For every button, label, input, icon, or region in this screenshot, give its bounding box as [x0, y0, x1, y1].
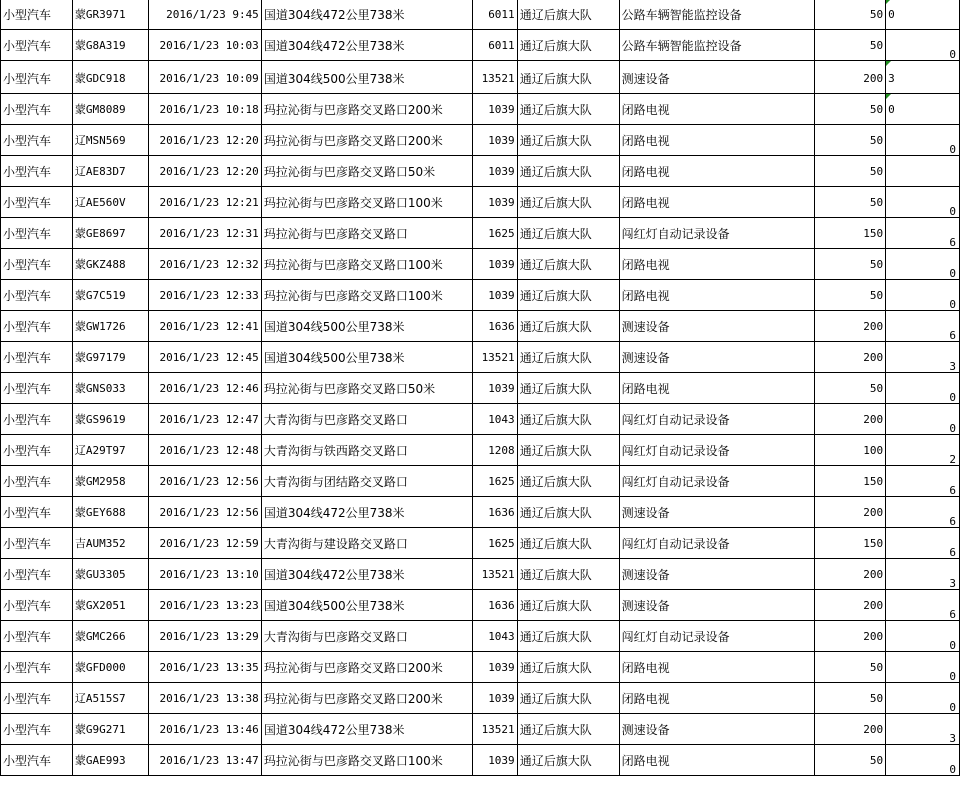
cell-comment-indicator-icon — [886, 61, 891, 66]
cell-vehicle-type[interactable]: 小型汽车 — [1, 311, 73, 342]
cell-time[interactable]: 2016/1/23 12:20 — [148, 125, 261, 156]
cell-location[interactable]: 国道304线472公里738米 — [261, 497, 472, 528]
points-value: 0 — [949, 763, 956, 776]
cell-plate-number[interactable]: 蒙GM8089 — [72, 94, 148, 125]
cell-fine[interactable]: 50 — [815, 652, 886, 683]
cell-plate-number[interactable]: 蒙G8A319 — [72, 30, 148, 61]
cell-time[interactable]: 2016/1/23 12:32 — [148, 249, 261, 280]
cell-location[interactable]: 玛拉沁街与巴彦路交叉路口100米 — [261, 280, 472, 311]
points-value: 0 — [949, 391, 956, 404]
table-row[interactable] — [1, 156, 960, 187]
cell-fine[interactable]: 100 — [815, 435, 886, 466]
table-row[interactable] — [1, 497, 960, 528]
table-row[interactable] — [1, 187, 960, 218]
cell-unit[interactable]: 通辽后旗大队 — [517, 61, 619, 94]
cell-location[interactable]: 玛拉沁街与巴彦路交叉路口50米 — [261, 156, 472, 187]
cell-code[interactable]: 1039 — [472, 156, 517, 187]
cell-code[interactable]: 13521 — [472, 61, 517, 94]
cell-plate-number[interactable]: 辽AE83D7 — [72, 156, 148, 187]
cell-fine[interactable]: 200 — [815, 714, 886, 745]
cell-location[interactable]: 玛拉沁街与巴彦路交叉路口100米 — [261, 187, 472, 218]
cell-unit[interactable]: 通辽后旗大队 — [517, 249, 619, 280]
cell-location[interactable]: 国道304线472公里738米 — [261, 559, 472, 590]
cell-unit[interactable]: 通辽后旗大队 — [517, 125, 619, 156]
table-row[interactable] — [1, 528, 960, 559]
cell-time[interactable]: 2016/1/23 13:29 — [148, 621, 261, 652]
cell-vehicle-type[interactable]: 小型汽车 — [1, 590, 73, 621]
cell-device[interactable]: 闭路电视 — [619, 280, 815, 311]
cell-location[interactable]: 玛拉沁街与巴彦路交叉路口200米 — [261, 125, 472, 156]
cell-fine[interactable]: 50 — [815, 683, 886, 714]
cell-vehicle-type[interactable]: 小型汽车 — [1, 61, 73, 94]
cell-location[interactable]: 玛拉沁街与巴彦路交叉路口50米 — [261, 373, 472, 404]
cell-points[interactable] — [886, 590, 960, 621]
cell-points[interactable] — [886, 156, 960, 187]
cell-unit[interactable]: 通辽后旗大队 — [517, 311, 619, 342]
cell-time[interactable]: 2016/1/23 12:21 — [148, 187, 261, 218]
cell-plate-number[interactable]: 蒙GX2051 — [72, 590, 148, 621]
cell-plate-number[interactable]: 蒙G9G271 — [72, 714, 148, 745]
cell-device[interactable]: 闯红灯自动记录设备 — [619, 528, 815, 559]
cell-comment-indicator-icon — [886, 0, 891, 4]
cell-time[interactable]: 2016/1/23 13:47 — [148, 745, 261, 776]
cell-device[interactable]: 闭路电视 — [619, 94, 815, 125]
cell-points[interactable] — [886, 466, 960, 497]
points-value: 0 — [949, 143, 956, 156]
cell-time[interactable]: 2016/1/23 12:47 — [148, 404, 261, 435]
cell-fine[interactable]: 200 — [815, 621, 886, 652]
cell-time[interactable]: 2016/1/23 12:56 — [148, 497, 261, 528]
cell-location[interactable]: 国道304线500公里738米 — [261, 311, 472, 342]
cell-unit[interactable]: 通辽后旗大队 — [517, 0, 619, 30]
cell-unit[interactable]: 通辽后旗大队 — [517, 590, 619, 621]
cell-unit[interactable]: 通辽后旗大队 — [517, 497, 619, 528]
cell-time[interactable]: 2016/1/23 10:18 — [148, 94, 261, 125]
cell-unit[interactable]: 通辽后旗大队 — [517, 342, 619, 373]
cell-code[interactable]: 1043 — [472, 621, 517, 652]
cell-fine[interactable]: 50 — [815, 280, 886, 311]
cell-code[interactable]: 1039 — [472, 94, 517, 125]
table-row[interactable] — [1, 0, 960, 30]
cell-fine[interactable]: 200 — [815, 590, 886, 621]
cell-code[interactable]: 1039 — [472, 745, 517, 776]
cell-location[interactable]: 国道304线500公里738米 — [261, 342, 472, 373]
cell-fine[interactable]: 50 — [815, 156, 886, 187]
cell-fine[interactable]: 150 — [815, 466, 886, 497]
cell-vehicle-type[interactable]: 小型汽车 — [1, 156, 73, 187]
cell-fine[interactable]: 200 — [815, 311, 886, 342]
cell-device[interactable]: 测速设备 — [619, 590, 815, 621]
cell-fine[interactable]: 200 — [815, 559, 886, 590]
table-row[interactable] — [1, 559, 960, 590]
table-row[interactable] — [1, 30, 960, 61]
cell-points[interactable] — [886, 497, 960, 528]
table-row[interactable] — [1, 435, 960, 466]
cell-unit[interactable]: 通辽后旗大队 — [517, 280, 619, 311]
cell-location[interactable]: 玛拉沁街与巴彦路交叉路口100米 — [261, 249, 472, 280]
cell-location[interactable]: 国道304线500公里738米 — [261, 61, 472, 94]
cell-time[interactable]: 2016/1/23 12:56 — [148, 466, 261, 497]
table-row[interactable] — [1, 342, 960, 373]
cell-vehicle-type[interactable]: 小型汽车 — [1, 373, 73, 404]
cell-unit[interactable]: 通辽后旗大队 — [517, 652, 619, 683]
cell-points[interactable] — [886, 373, 960, 404]
cell-unit[interactable]: 通辽后旗大队 — [517, 373, 619, 404]
cell-vehicle-type[interactable]: 小型汽车 — [1, 435, 73, 466]
table-row[interactable] — [1, 404, 960, 435]
cell-vehicle-type[interactable]: 小型汽车 — [1, 528, 73, 559]
cell-plate-number[interactable]: 蒙GS9619 — [72, 404, 148, 435]
cell-location[interactable]: 玛拉沁街与巴彦路交叉路口200米 — [261, 652, 472, 683]
cell-points[interactable] — [886, 342, 960, 373]
cell-device[interactable]: 测速设备 — [619, 559, 815, 590]
cell-unit[interactable]: 通辽后旗大队 — [517, 528, 619, 559]
cell-vehicle-type[interactable]: 小型汽车 — [1, 559, 73, 590]
cell-points[interactable] — [886, 30, 960, 61]
cell-time[interactable]: 2016/1/23 12:31 — [148, 218, 261, 249]
cell-vehicle-type[interactable]: 小型汽车 — [1, 404, 73, 435]
table-row[interactable] — [1, 683, 960, 714]
cell-code[interactable]: 1039 — [472, 373, 517, 404]
cell-location[interactable]: 大青沟街与建设路交叉路口 — [261, 528, 472, 559]
cell-time[interactable]: 2016/1/23 12:20 — [148, 156, 261, 187]
cell-points[interactable] — [886, 621, 960, 652]
cell-vehicle-type[interactable]: 小型汽车 — [1, 683, 73, 714]
table-row[interactable] — [1, 280, 960, 311]
cell-comment-indicator-icon — [886, 94, 891, 99]
cell-vehicle-type[interactable]: 小型汽车 — [1, 714, 73, 745]
cell-plate-number[interactable]: 蒙GEY688 — [72, 497, 148, 528]
cell-points[interactable] — [886, 404, 960, 435]
cell-time[interactable]: 2016/1/23 13:10 — [148, 559, 261, 590]
points-value: 0 — [949, 205, 956, 218]
cell-location[interactable]: 玛拉沁街与巴彦路交叉路口200米 — [261, 683, 472, 714]
cell-plate-number[interactable]: 蒙GM2958 — [72, 466, 148, 497]
cell-code[interactable]: 1625 — [472, 466, 517, 497]
cell-fine[interactable]: 50 — [815, 0, 886, 30]
cell-plate-number[interactable]: 蒙GNS033 — [72, 373, 148, 404]
cell-fine[interactable]: 150 — [815, 528, 886, 559]
cell-vehicle-type[interactable]: 小型汽车 — [1, 745, 73, 776]
cell-location[interactable]: 玛拉沁街与巴彦路交叉路口 — [261, 218, 472, 249]
points-value: 0 — [949, 48, 956, 61]
cell-device[interactable]: 闯红灯自动记录设备 — [619, 621, 815, 652]
cell-fine[interactable]: 50 — [815, 373, 886, 404]
table-row[interactable] — [1, 652, 960, 683]
cell-code[interactable]: 6011 — [472, 0, 517, 30]
cell-code[interactable]: 1636 — [472, 311, 517, 342]
cell-time[interactable]: 2016/1/23 13:35 — [148, 652, 261, 683]
cell-location[interactable]: 国道304线472公里738米 — [261, 30, 472, 61]
cell-plate-number[interactable]: 蒙GAE993 — [72, 745, 148, 776]
points-value: 6 — [949, 329, 956, 342]
cell-vehicle-type[interactable]: 小型汽车 — [1, 652, 73, 683]
cell-plate-number[interactable]: 蒙GKZ488 — [72, 249, 148, 280]
cell-plate-number[interactable]: 辽A29T97 — [72, 435, 148, 466]
points-value: 0 — [888, 103, 895, 116]
cell-points[interactable] — [886, 559, 960, 590]
cell-time[interactable]: 2016/1/23 12:46 — [148, 373, 261, 404]
cell-location[interactable]: 玛拉沁街与巴彦路交叉路口200米 — [261, 94, 472, 125]
cell-fine[interactable]: 50 — [815, 249, 886, 280]
cell-time[interactable]: 2016/1/23 13:46 — [148, 714, 261, 745]
cell-fine[interactable]: 50 — [815, 125, 886, 156]
cell-time[interactable]: 2016/1/23 12:59 — [148, 528, 261, 559]
cell-unit[interactable]: 通辽后旗大队 — [517, 404, 619, 435]
cell-plate-number[interactable]: 辽A515S7 — [72, 683, 148, 714]
cell-location[interactable]: 大青沟街与巴彦路交叉路口 — [261, 404, 472, 435]
cell-time[interactable]: 2016/1/23 12:48 — [148, 435, 261, 466]
points-value: 3 — [949, 577, 956, 590]
cell-location[interactable]: 国道304线472公里738米 — [261, 714, 472, 745]
cell-device[interactable]: 测速设备 — [619, 311, 815, 342]
cell-location[interactable]: 大青沟街与团结路交叉路口 — [261, 466, 472, 497]
table-row[interactable] — [1, 94, 960, 125]
cell-points[interactable] — [886, 94, 960, 125]
cell-fine[interactable]: 200 — [815, 61, 886, 94]
cell-device[interactable]: 闭路电视 — [619, 373, 815, 404]
cell-vehicle-type[interactable]: 小型汽车 — [1, 466, 73, 497]
cell-code[interactable]: 1625 — [472, 528, 517, 559]
cell-unit[interactable]: 通辽后旗大队 — [517, 156, 619, 187]
cell-device[interactable]: 闭路电视 — [619, 249, 815, 280]
cell-unit[interactable]: 通辽后旗大队 — [517, 187, 619, 218]
cell-points[interactable] — [886, 311, 960, 342]
cell-time[interactable]: 2016/1/23 13:23 — [148, 590, 261, 621]
cell-points[interactable] — [886, 528, 960, 559]
cell-fine[interactable]: 50 — [815, 745, 886, 776]
cell-unit[interactable]: 通辽后旗大队 — [517, 30, 619, 61]
cell-vehicle-type[interactable]: 小型汽车 — [1, 94, 73, 125]
cell-points[interactable] — [886, 714, 960, 745]
points-value: 3 — [949, 732, 956, 745]
table-row[interactable] — [1, 125, 960, 156]
cell-fine[interactable]: 50 — [815, 30, 886, 61]
cell-plate-number[interactable]: 蒙GW1726 — [72, 311, 148, 342]
points-value: 0 — [949, 267, 956, 280]
points-value: 3 — [949, 360, 956, 373]
cell-unit[interactable]: 通辽后旗大队 — [517, 621, 619, 652]
cell-code[interactable]: 1039 — [472, 249, 517, 280]
cell-fine[interactable]: 150 — [815, 218, 886, 249]
cell-vehicle-type[interactable]: 小型汽车 — [1, 187, 73, 218]
cell-code[interactable]: 1039 — [472, 652, 517, 683]
cell-time[interactable]: 2016/1/23 12:41 — [148, 311, 261, 342]
cell-vehicle-type[interactable]: 小型汽车 — [1, 497, 73, 528]
cell-time[interactable]: 2016/1/23 12:45 — [148, 342, 261, 373]
cell-time[interactable]: 2016/1/23 10:03 — [148, 30, 261, 61]
cell-points[interactable] — [886, 187, 960, 218]
cell-unit[interactable]: 通辽后旗大队 — [517, 683, 619, 714]
cell-code[interactable]: 1625 — [472, 218, 517, 249]
table-row[interactable] — [1, 590, 960, 621]
points-value: 0 — [949, 422, 956, 435]
cell-unit[interactable]: 通辽后旗大队 — [517, 466, 619, 497]
points-value: 3 — [888, 72, 895, 85]
points-value: 2 — [949, 453, 956, 466]
cell-unit[interactable]: 通辽后旗大队 — [517, 218, 619, 249]
cell-device[interactable]: 闯红灯自动记录设备 — [619, 404, 815, 435]
points-value: 6 — [949, 608, 956, 621]
cell-unit[interactable]: 通辽后旗大队 — [517, 714, 619, 745]
table-row[interactable] — [1, 61, 960, 94]
cell-fine[interactable]: 50 — [815, 187, 886, 218]
cell-points[interactable] — [886, 0, 960, 30]
cell-plate-number[interactable]: 蒙GR3971 — [72, 0, 148, 30]
cell-fine[interactable]: 200 — [815, 404, 886, 435]
cell-device[interactable]: 闭路电视 — [619, 187, 815, 218]
cell-code[interactable]: 13521 — [472, 559, 517, 590]
cell-plate-number[interactable]: 蒙GU3305 — [72, 559, 148, 590]
cell-device[interactable]: 闭路电视 — [619, 125, 815, 156]
points-value: 0 — [949, 701, 956, 714]
cell-device[interactable]: 闭路电视 — [619, 652, 815, 683]
points-value: 6 — [949, 484, 956, 497]
cell-device[interactable]: 闯红灯自动记录设备 — [619, 435, 815, 466]
cell-plate-number[interactable]: 蒙G97179 — [72, 342, 148, 373]
cell-vehicle-type[interactable]: 小型汽车 — [1, 218, 73, 249]
cell-vehicle-type[interactable]: 小型汽车 — [1, 249, 73, 280]
table-row[interactable] — [1, 249, 960, 280]
cell-code[interactable]: 6011 — [472, 30, 517, 61]
points-value: 6 — [949, 546, 956, 559]
cell-device[interactable]: 公路车辆智能监控设备 — [619, 0, 815, 30]
table-row[interactable] — [1, 218, 960, 249]
cell-vehicle-type[interactable]: 小型汽车 — [1, 280, 73, 311]
cell-plate-number[interactable]: 蒙G7C519 — [72, 280, 148, 311]
cell-vehicle-type[interactable]: 小型汽车 — [1, 621, 73, 652]
table-row[interactable] — [1, 745, 960, 776]
cell-unit[interactable]: 通辽后旗大队 — [517, 745, 619, 776]
points-value: 0 — [949, 298, 956, 311]
cell-vehicle-type[interactable]: 小型汽车 — [1, 125, 73, 156]
cell-code[interactable]: 1039 — [472, 125, 517, 156]
cell-code[interactable]: 1039 — [472, 280, 517, 311]
cell-code[interactable]: 1636 — [472, 497, 517, 528]
cell-code[interactable]: 1043 — [472, 404, 517, 435]
cell-time[interactable]: 2016/1/23 13:38 — [148, 683, 261, 714]
cell-device[interactable]: 测速设备 — [619, 497, 815, 528]
table-row[interactable] — [1, 714, 960, 745]
cell-plate-number[interactable]: 蒙GE8697 — [72, 218, 148, 249]
cell-vehicle-type[interactable]: 小型汽车 — [1, 0, 73, 30]
cell-code[interactable]: 1039 — [472, 683, 517, 714]
cell-device[interactable]: 闭路电视 — [619, 683, 815, 714]
cell-points[interactable] — [886, 745, 960, 776]
cell-points[interactable] — [886, 435, 960, 466]
cell-code[interactable]: 13521 — [472, 714, 517, 745]
cell-points[interactable] — [886, 61, 960, 94]
cell-device[interactable]: 闭路电视 — [619, 156, 815, 187]
points-value: 6 — [949, 515, 956, 528]
cell-time[interactable]: 2016/1/23 10:09 — [148, 61, 261, 94]
cell-vehicle-type[interactable]: 小型汽车 — [1, 342, 73, 373]
cell-location[interactable]: 玛拉沁街与巴彦路交叉路口100米 — [261, 745, 472, 776]
cell-plate-number[interactable]: 蒙GDC918 — [72, 61, 148, 94]
cell-points[interactable] — [886, 683, 960, 714]
points-value: 6 — [949, 236, 956, 249]
cell-location[interactable]: 大青沟街与巴彦路交叉路口 — [261, 621, 472, 652]
cell-device[interactable]: 闯红灯自动记录设备 — [619, 466, 815, 497]
cell-unit[interactable]: 通辽后旗大队 — [517, 559, 619, 590]
cell-unit[interactable]: 通辽后旗大队 — [517, 435, 619, 466]
cell-points[interactable] — [886, 125, 960, 156]
cell-points[interactable] — [886, 280, 960, 311]
cell-location[interactable]: 国道304线500公里738米 — [261, 590, 472, 621]
cell-device[interactable]: 公路车辆智能监控设备 — [619, 30, 815, 61]
cell-device[interactable]: 测速设备 — [619, 61, 815, 94]
cell-location[interactable]: 大青沟街与铁西路交叉路口 — [261, 435, 472, 466]
cell-plate-number[interactable]: 蒙GFD000 — [72, 652, 148, 683]
table-row[interactable] — [1, 311, 960, 342]
cell-plate-number[interactable]: 吉AUM352 — [72, 528, 148, 559]
cell-device[interactable]: 闯红灯自动记录设备 — [619, 218, 815, 249]
cell-device[interactable]: 闭路电视 — [619, 745, 815, 776]
cell-plate-number[interactable]: 辽AE560V — [72, 187, 148, 218]
cell-code[interactable]: 1636 — [472, 590, 517, 621]
cell-plate-number[interactable]: 辽MSN569 — [72, 125, 148, 156]
cell-plate-number[interactable]: 蒙GMC266 — [72, 621, 148, 652]
cell-code[interactable]: 13521 — [472, 342, 517, 373]
cell-fine[interactable]: 50 — [815, 94, 886, 125]
cell-points[interactable] — [886, 249, 960, 280]
cell-device[interactable]: 测速设备 — [619, 342, 815, 373]
cell-time[interactable]: 2016/1/23 12:33 — [148, 280, 261, 311]
table-body — [1, 0, 960, 776]
cell-time[interactable]: 2016/1/23 9:45 — [148, 0, 261, 30]
table-row[interactable] — [1, 466, 960, 497]
cell-points[interactable] — [886, 218, 960, 249]
table-row[interactable] — [1, 373, 960, 404]
cell-location[interactable]: 国道304线472公里738米 — [261, 0, 472, 30]
cell-vehicle-type[interactable]: 小型汽车 — [1, 30, 73, 61]
cell-fine[interactable]: 200 — [815, 497, 886, 528]
cell-unit[interactable]: 通辽后旗大队 — [517, 94, 619, 125]
points-value: 0 — [949, 639, 956, 652]
cell-code[interactable]: 1039 — [472, 187, 517, 218]
cell-device[interactable]: 测速设备 — [619, 714, 815, 745]
cell-points[interactable] — [886, 652, 960, 683]
cell-code[interactable]: 1208 — [472, 435, 517, 466]
cell-fine[interactable]: 200 — [815, 342, 886, 373]
table-row[interactable] — [1, 621, 960, 652]
points-value: 0 — [949, 670, 956, 683]
points-value: 0 — [888, 8, 895, 21]
